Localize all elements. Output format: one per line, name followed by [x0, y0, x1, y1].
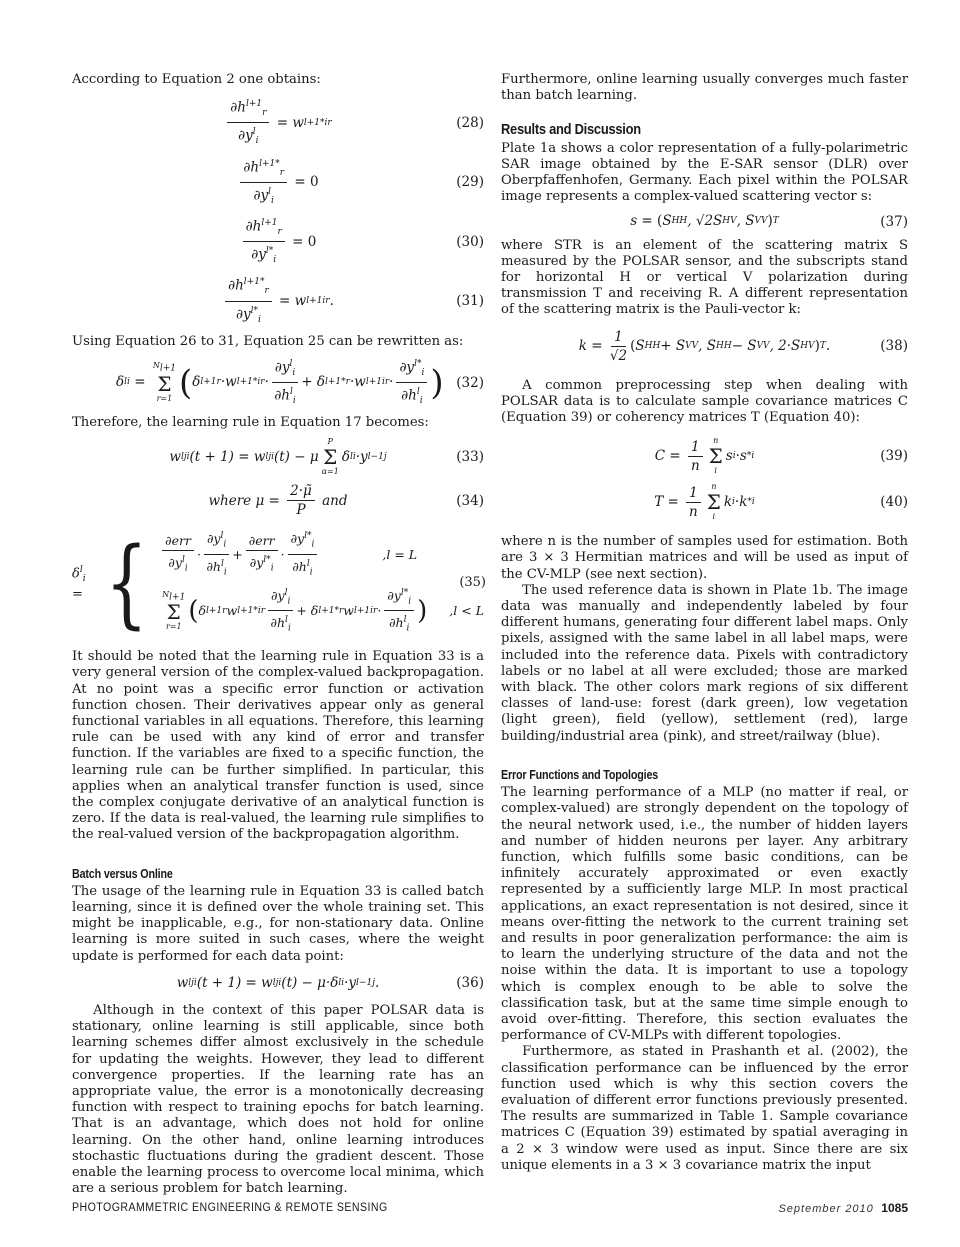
- equation-38: k = $\frac{1}{√2}$ ( S HH + S VV , S HH − S VV , 2·S HV ) T . (38): [578, 328, 908, 364]
- eq-number: (37): [880, 213, 908, 230]
- equation-36: w l ji (t + 1) = w l ji (t) − μ·δ l i ·y l−1 j . (36): [176, 974, 484, 991]
- equation-28: $\frac{\partial h^{l+1}_r}{\partial y^l_i}$ = w l+1* ir (28): [72, 96, 484, 149]
- case-2-label: ,l < L: [449, 602, 484, 618]
- para-furthermore: Furthermore, online learning usually converges much faster than batch learning.: [501, 72, 908, 104]
- equation-32: δ l i = $N_{l+1}$ Σ r=1 ( δ l+1 r ·w l+1* ir · $\frac{\partial y^l_i}{\partial h^l_i}$ + δ l+1* r ·w l+1 ir · $\frac{\partial y^{l*}_i}{\partial h^l_i}$ ) (32): [72, 356, 484, 409]
- footer-page-info: [778, 1201, 908, 1215]
- para-where-str: where STR is an element of the scattering matrix S measured by the POLSAR sensor, and the subscripts stand for horizontal H or vertical V polarization during transmission T and receiving R. A different representation of the scattering matrix is the Pauli-vector k:: [501, 237, 908, 318]
- heading-results: Results and Discussion: [501, 121, 641, 139]
- equation-39: C = $\frac{1}{n}$ n Σ i s i ·s * i (39): [654, 436, 908, 476]
- equation-30: $\frac{\partial h^{l+1}_r}{\partial y^{l*}_i}$ = 0 (30): [72, 215, 484, 268]
- para-learning: The learning performance of a MLP (no matter if real, or complex-valued) are strongly dependent on the topology of the neural network used, i.e., the number of hidden layers and number of hidden neurons per layer. Any arbitrary function, which fulfills some basic conditions, can be infinitely accurately approximated or even exactly represented by a sufficiently large MLP. In most practical applications, an exact representation is not desired, since it means over-fitting the network to the current training set and results in poor generalization performance: the aim is to learn the underlying structure of the data and not the noise within the data. It is important to use a topology which is complex enough to be able to solve the classification task, but at the same time simple enough to avoid over-fitting. Therefore, this section evaluates the performance of CV-MLPs with different topologies.: [501, 785, 908, 1044]
- rewrite-text: Using Equation 26 to 31, Equation 25 can be rewritten as:: [72, 333, 464, 349]
- heading-batch-vs-online: Batch versus Online: [72, 866, 173, 881]
- where-word: where: [208, 492, 252, 509]
- therefore-text: Therefore, the learning rule in Equation 17 becomes:: [72, 415, 429, 431]
- eq-number: (28): [456, 114, 484, 131]
- equation-29: $\frac{\partial h^{l+1*}_r}{\partial y^l_i}$ = 0 (29): [72, 156, 484, 209]
- equation-34: where μ = $\frac{2\cdot\mũ}{P}$ and (34): [208, 483, 484, 519]
- para-prashanth: Furthermore, as stated in Prashanth et al. (2002), the classification performance can be influenced by the error function used which is why this section covers the evaluation of different error functions previously presented. The results are summarized in Table 1. Sample covariance matrices C (Equation 39) estimated by spatial averaging in a 2 × 3 window were used as input. Since there are six unique elements in a 3 × 3 covariance matrix the input: [501, 1044, 908, 1173]
- eq-number: (31): [456, 292, 484, 309]
- eq-number: (32): [456, 374, 484, 391]
- para-batch: The usage of the learning rule in Equation 33 is called batch learning, since it is defined over the whole training set. This might be inapplicable, e.g., for non-stationary data. Online learning is more suited in such cases, where the weight update is performed for each data point:: [72, 883, 484, 964]
- para-noted: It should be noted that the learning rule in Equation 33 is a very general version of the complex-valued backpropagation. At no point was a specific error function or activation function chosen. Their derivatives appear only as general functional variables in all equations. Therefore, this learning rule can be used with any kind of error and transfer function. If the variables are fixed to a specific function, the learning rule can be further simplified. In particular, this applies when an analytical transfer function is used, since the complex conjugate derivative of an analytical function is zero. If the data is real-valued, the learning rule simplifies to the real-valued version of the backpropagation algorithm.: [72, 649, 484, 843]
- equation-40: T = $\frac{1}{n}$ n Σ i k i ·k * i (40): [654, 482, 908, 522]
- case-1-label: ,l = L: [382, 546, 418, 562]
- equation-37: s = ( S HH , √2S HV , S VV ) T (37): [630, 213, 908, 230]
- para-where-n: where n is the number of samples used for estimation. Both are 3 × 3 Hermitian matrices and will be used as input of the CV-MLP (see next section).: [501, 534, 908, 582]
- footer-month: September 2010: [778, 1203, 874, 1215]
- para-common: A common preprocessing step when dealing with POLSAR data is to calculate sample covariance matrices C (Equation 39) or coherency matrices T (Equation 40):: [501, 377, 908, 426]
- footer-journal: PHOTOGRAMMETRIC ENGINEERING & REMOTE SENSING: [72, 1202, 388, 1214]
- eq-number: (38): [880, 338, 908, 355]
- eq-number: (33): [456, 449, 484, 466]
- eq-number: (39): [880, 448, 908, 465]
- eq-number: (30): [456, 233, 484, 250]
- page-number: 1085: [881, 1201, 908, 1215]
- eq-number: (40): [880, 494, 908, 511]
- para-reference: The used reference data is shown in Plate 1b. The image data was manually and independently labeled by four different humans, generating four different label maps. Only pixels, assigned with the same label in all label maps, were included into the reference data. Pixels with contradictory labels or no label at all were excluded; those are marked with black. The other colors mark regions of six different classes of land-use: forest (dark green), low vegetation (light green), field (yellow), settlement (red), large building/industrial area (pink), and street/railway (blue).: [501, 582, 908, 744]
- left-column: [72, 72, 484, 1197]
- right-column: [501, 72, 908, 1174]
- eq-number: (36): [456, 974, 484, 991]
- para-plate: Plate 1a shows a color representation of a fully-polarimetric SAR image obtained by the E-SAR sensor (DLR) over Oberpfaffenhofen, Germany. Each pixel within the POLSAR image represents a complex-valued scattering vector s:: [501, 140, 908, 205]
- equation-35: $\delta^l_i$ = { $\frac{\text{∂err}}{\partial y^l_i}$ · $\frac{\partial y^l_i}{\partial h^l_i}$ + $\frac{\text{∂err}}{\partial y^{l*}_i}$ · $\frac{\partial y^{l*}_i}{\partial h^l_i}$ ,l = L $N_{l+1}$ Σ r=1 ( δ l+1 r w l+1* ir $\frac{\partial y^l_i}{\partial h^l_i}$ + δ l+1* r w l+1 ir · $\frac{\partial y^{l*}_i}{\partial h^l_i}$ ) ,l < L (35): [72, 526, 486, 639]
- para-although: Although in the context of this paper POLSAR data is stationary, online learning is still applicable, since both learning schemes differ almost exclusively in the schedule for updating the weights. However, they lead to different convergence properties. If the learning rate has an appropriate value, the error is a monotonically decreasing function with respect to training epochs for batch learning. That is an advantage, which does not hold for online learning. On the other hand, online learning introduces stochastic fluctuations during the gradient descent. Those enable the learning process to overcome local minima, which are a serious problem for batch learning.: [72, 1002, 484, 1197]
- eq-number: (29): [456, 174, 484, 191]
- intro-text: According to Equation 2 one obtains:: [72, 72, 321, 87]
- equation-31: $\frac{\partial h^{l+1*}_r}{\partial y^{l*}_i}$ = w l+1 ir . (31): [72, 274, 484, 327]
- equation-33: w l ji (t + 1) = w l ji (t) − μ P Σ α=1 δ l i ·y l−1 j (33): [169, 437, 484, 477]
- and-word: and: [322, 492, 348, 509]
- eq-number: (35): [459, 574, 486, 590]
- eq-number: (34): [456, 492, 484, 509]
- heading-error-functions: Error Functions and Topologies: [501, 767, 659, 782]
